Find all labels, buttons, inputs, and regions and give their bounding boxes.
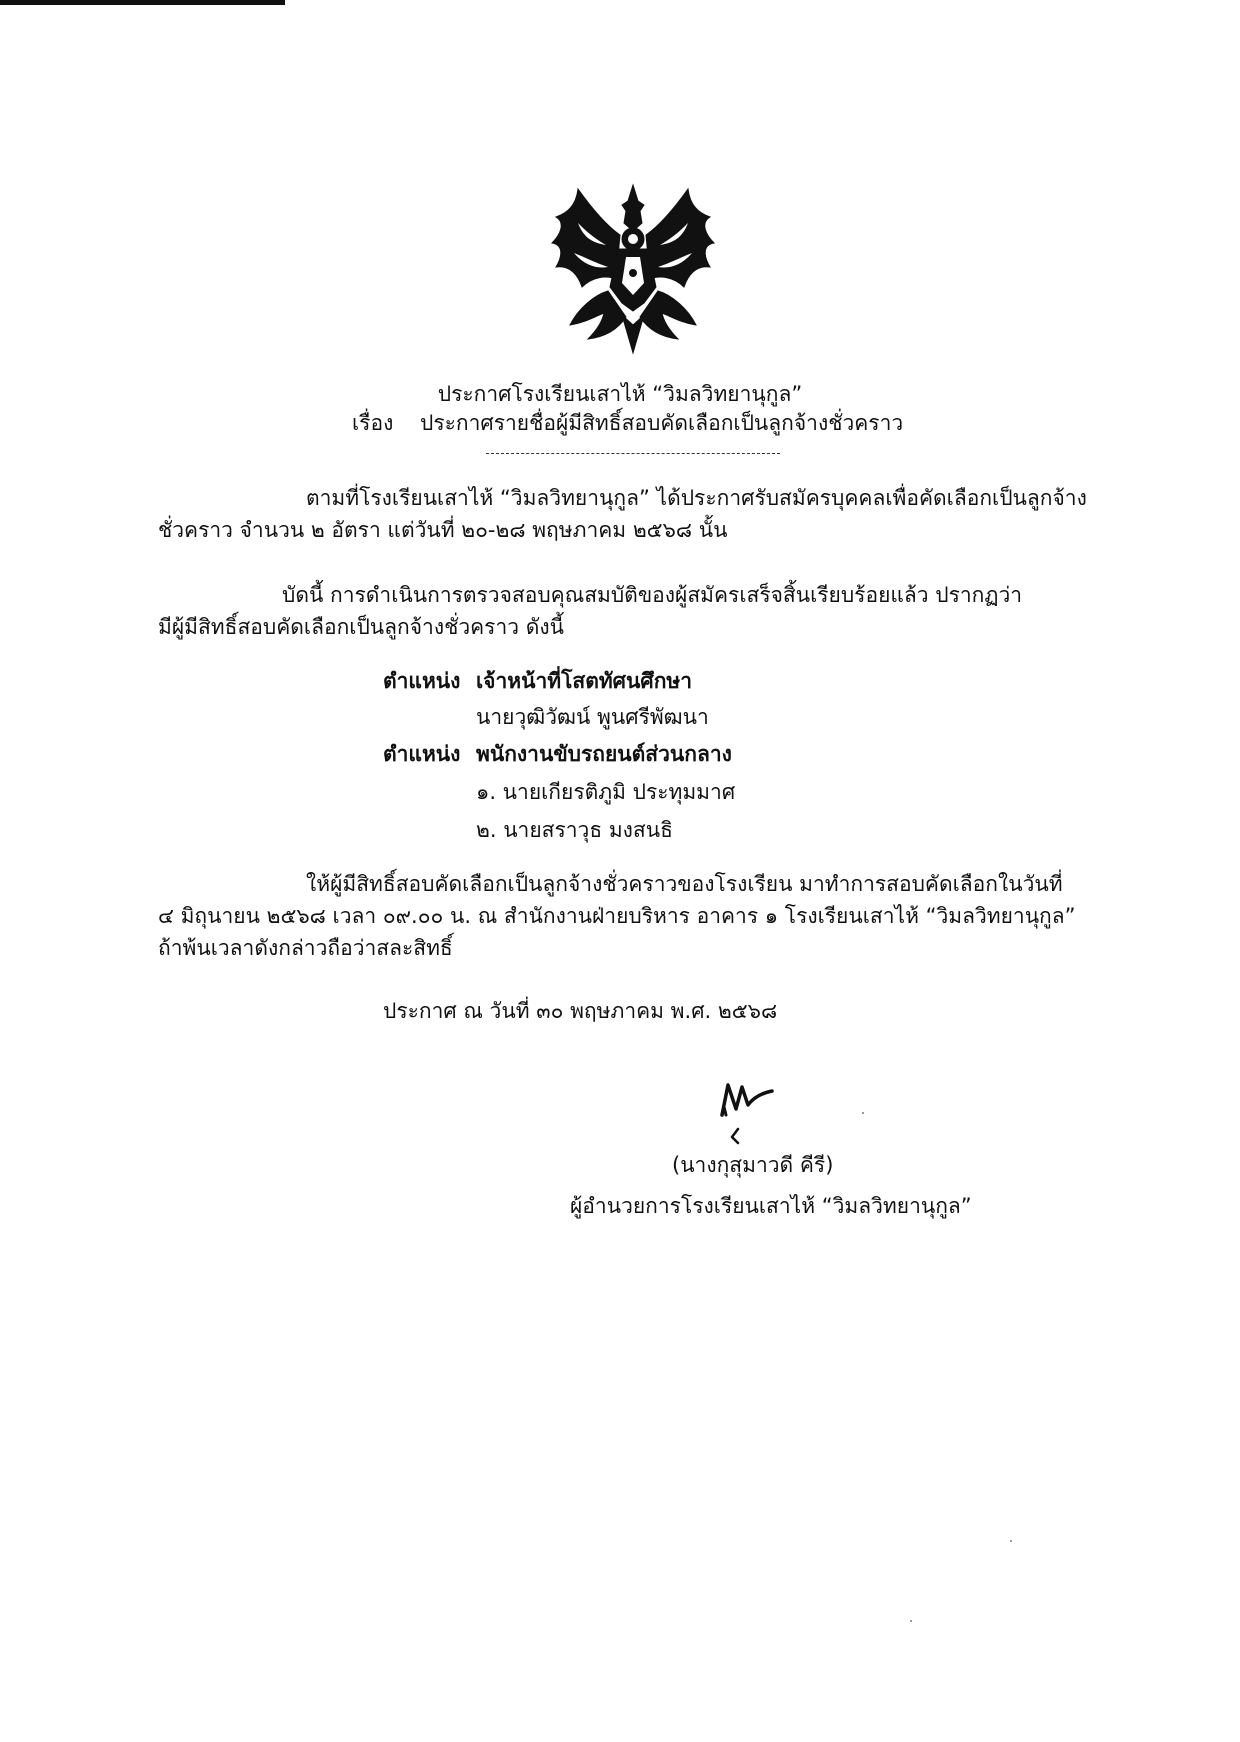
position2-candidate-2: ๒. นายสราวุธ มงสนธิ (476, 818, 673, 842)
garuda-emblem-icon (548, 183, 718, 355)
scan-speck (862, 1112, 864, 1114)
announcement-title: ประกาศโรงเรียนเสาไห้ “วิมลวิทยานุกูล” (437, 382, 803, 406)
position2-label: ตำแหน่ง (383, 742, 461, 766)
position1-candidate: นายวุฒิวัฒน์ พูนศรีพัฒนา (476, 705, 709, 729)
paragraph2-line1: บัดนี้ การดำเนินการตรวจสอบคุณสมบัติของผู้สมัครเสร็จสิ้นเรียบร้อยแล้ว ปรากฏว่า (282, 583, 1023, 607)
top-left-scan-mark (0, 0, 285, 5)
paragraph1-line1: ตามที่โรงเรียนเสาไห้ “วิมลวิทยานุกูล” ได้ประกาศรับสมัครบุคคลเพื่อคัดเลือกเป็นลูกจ้าง (306, 486, 1087, 510)
paragraph2-line2: มีผู้มีสิทธิ์สอบคัดเลือกเป็นลูกจ้างชั่วคราว ดังนี้ (158, 615, 564, 639)
paragraph3-line2: ๔ มิถุนายน ๒๕๖๘ เวลา ๐๙.๐๐ น. ณ สำนักงานฝ่ายบริหาร อาคาร ๑ โรงเรียนเสาไห้ “วิมลวิทยานุกูล” (158, 904, 1076, 928)
paragraph1-line2: ชั่วคราว จำนวน ๒ อัตรา แต่วันที่ ๒๐-๒๘ พฤษภาคม ๒๕๖๘ นั้น (158, 518, 728, 542)
position1-label: ตำแหน่ง (383, 669, 461, 693)
scan-speck (1010, 1540, 1012, 1542)
title-divider (486, 453, 780, 454)
signatory-name: (นางกุสุมาวดี คีรี) (672, 1153, 834, 1177)
position2-title: พนักงานขับรถยนต์ส่วนกลาง (476, 742, 732, 766)
position2-candidate-1: ๑. นายเกียรติภูมิ ประทุมมาศ (476, 780, 736, 804)
scan-speck (910, 1620, 912, 1622)
announcement-subject: ประกาศรายชื่อผู้มีสิทธิ์สอบคัดเลือกเป็นลูกจ้างชั่วคราว (420, 411, 904, 435)
signatory-position: ผู้อำนวยการโรงเรียนเสาไห้ “วิมลวิทยานุกูล” (570, 1194, 972, 1218)
paragraph3-line3: ถ้าพ้นเวลาดังกล่าวถือว่าสละสิทธิ์ (158, 936, 453, 960)
announcement-date: ประกาศ ณ วันที่ ๓๐ พฤษภาคม พ.ศ. ๒๕๖๘ (383, 999, 778, 1023)
position1-title: เจ้าหน้าที่โสตทัศนศึกษา (476, 669, 693, 693)
handwritten-signature (716, 1075, 796, 1155)
subject-label: เรื่อง (352, 411, 394, 435)
paragraph3-line1: ให้ผู้มีสิทธิ์สอบคัดเลือกเป็นลูกจ้างชั่วคราวของโรงเรียน มาทำการสอบคัดเลือกในวันที่ (306, 872, 1063, 896)
